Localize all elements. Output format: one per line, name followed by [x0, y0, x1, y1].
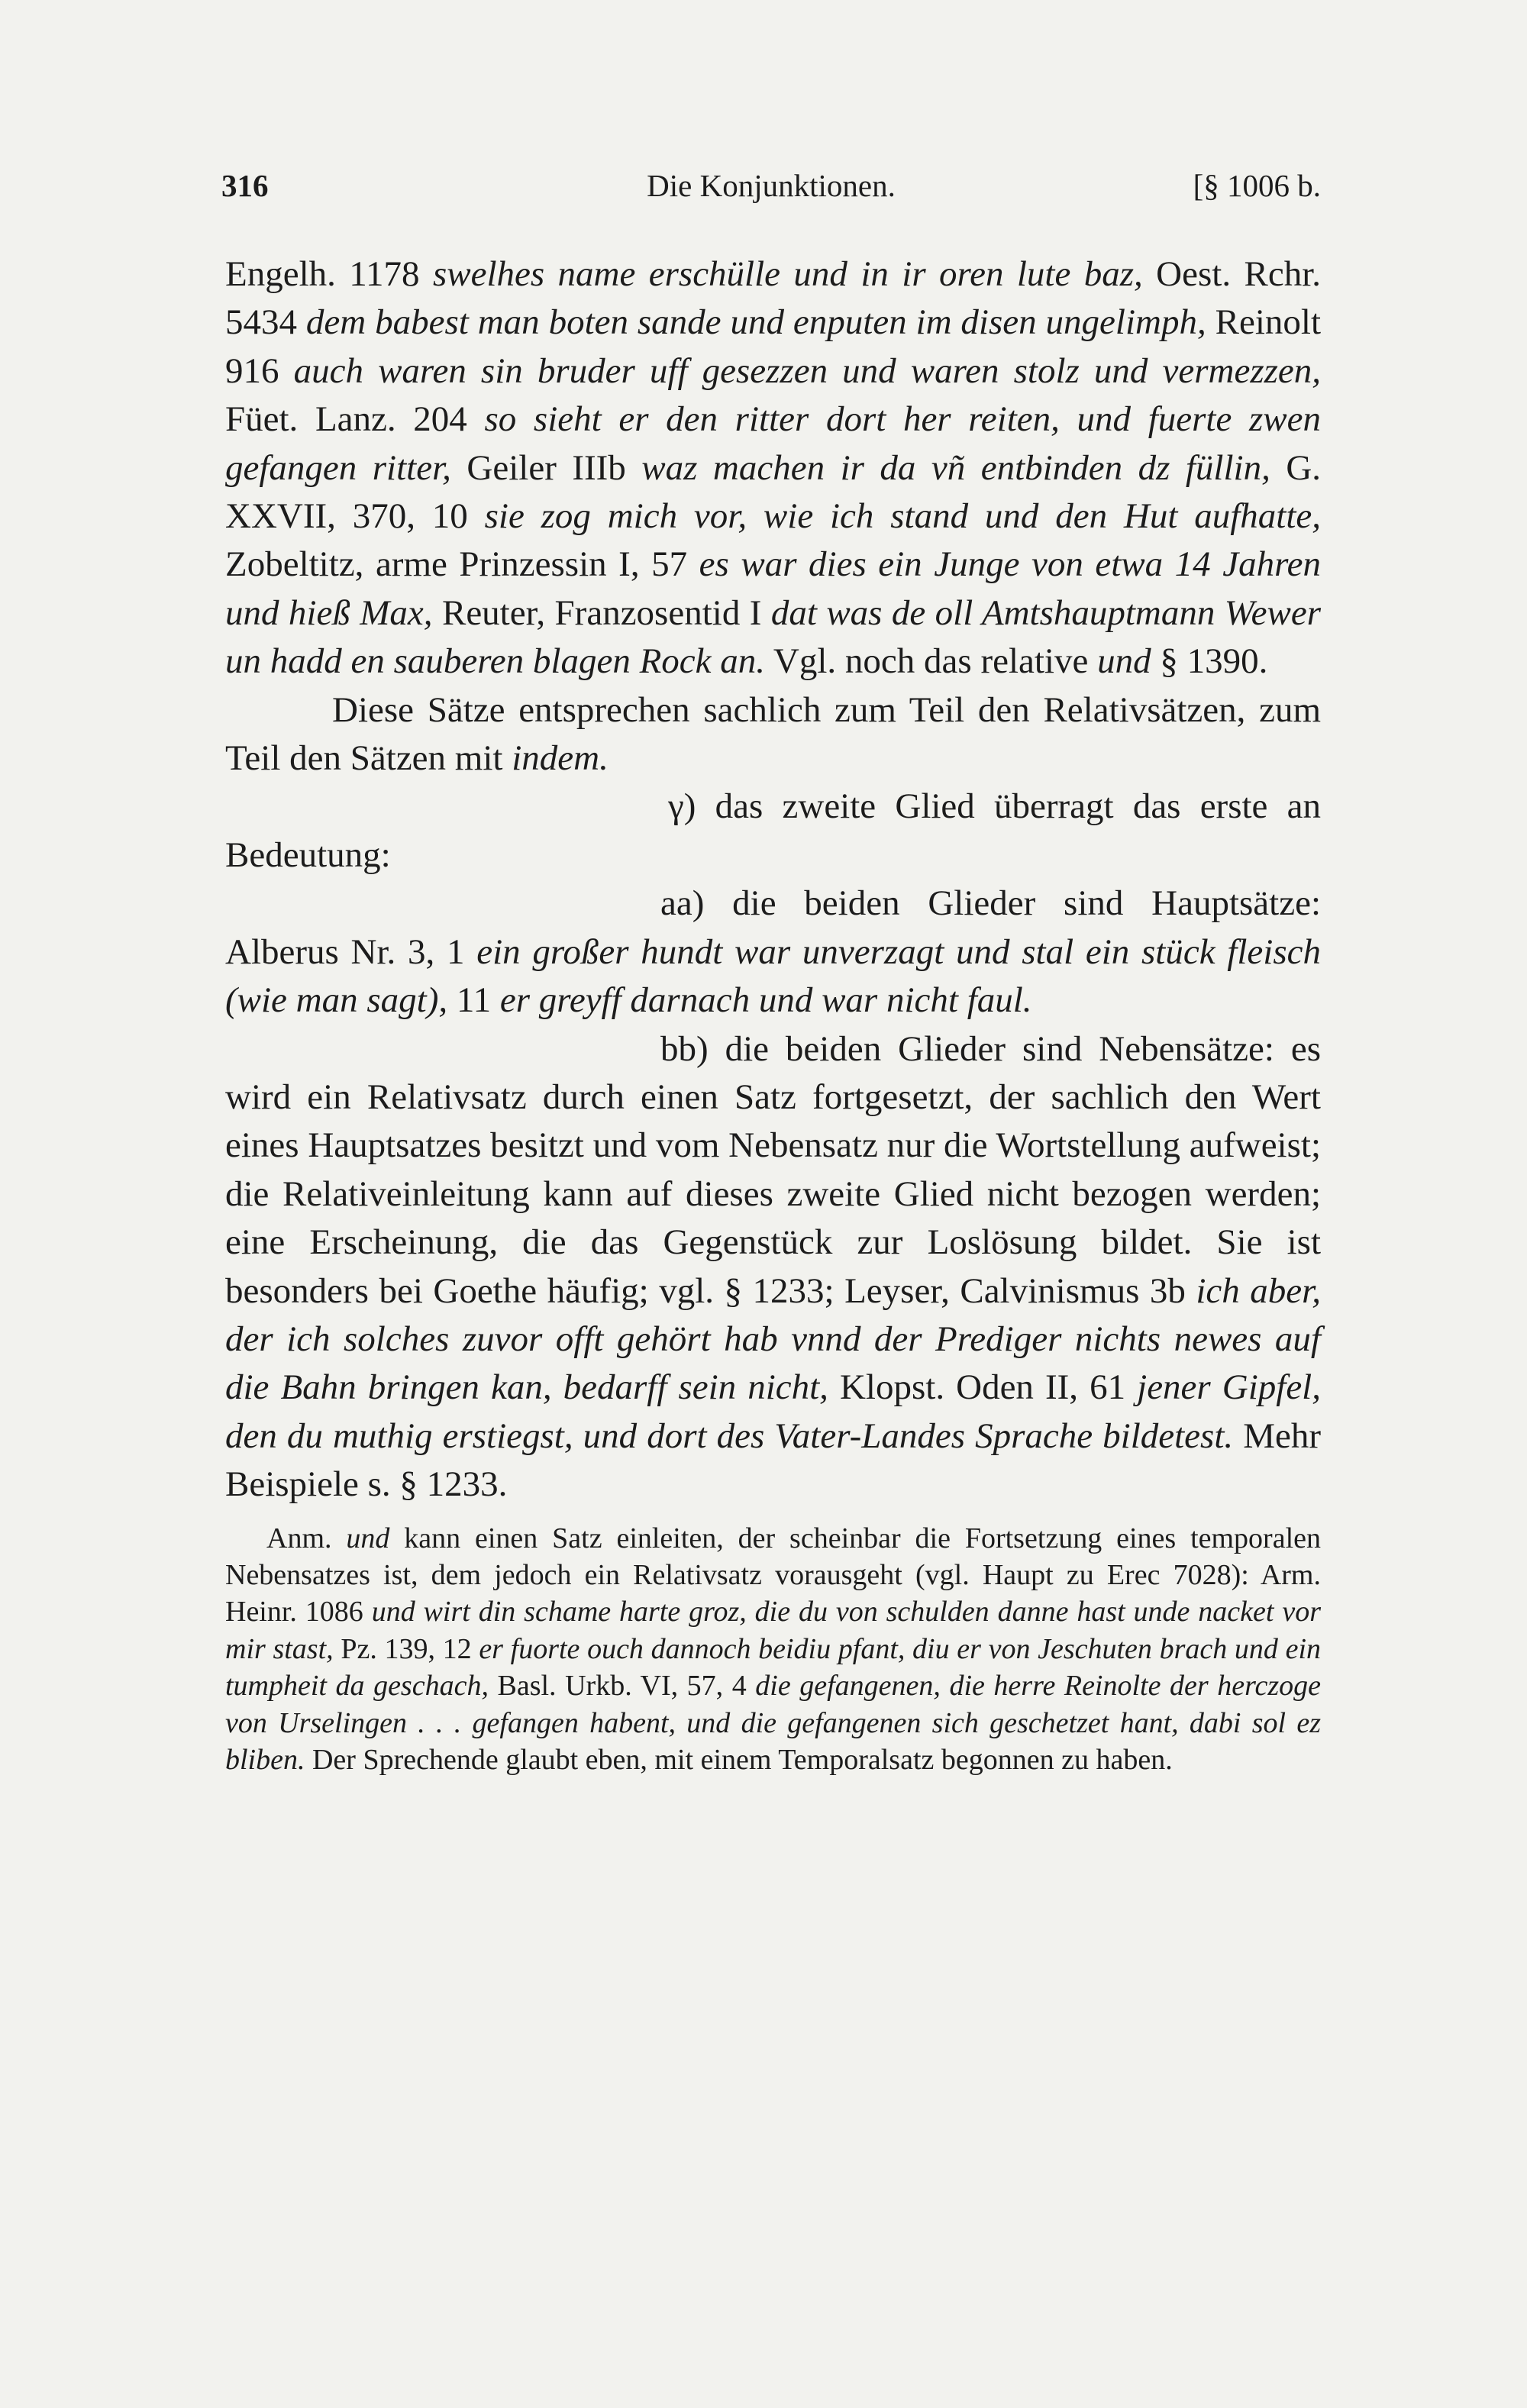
annotation-note: Anm. und kann einen Satz einleiten, der scheinbar die Fortsetzung eines temporalen Nebensatzes ist, dem jedoch ein Relativsatz vorausgeht (vgl. Haupt zu Erec 7028): Arm. Heinr. 1086 und wirt din schame harte groz, die du von schulden danne hast unde nacket vor mir stast, Pz. 139, 12 er fuorte ouch dannoch beidiu pfant, diu er von Jeschuten brach und ein tumpheit da geschach, Basl. Urkb. VI, 57, 4 die gefangenen, die herre Reinolte der herczoge von Urselingen . . . gefangen habent, und die gefangenen sich geschetzet hant, dabi sol ez bliben. Der Sprechende glaubt eben, mit einem Temporalsatz begonnen zu haben. [225, 1522, 1321, 1776]
paragraph-examples: Engelh. 1178 swelhes name erschülle und in ir oren lute baz, Oest. Rchr. 5434 dem babest man boten sande und enputen im disen ungelimph, Reinolt 916 auch waren sin bruder uff gesezzen und waren stolz und vermezzen, Füet. Lanz. 204 so sieht er den ritter dort her reiten, und fuerte zwen gefangen ritter, Geiler IIIb waz machen ir da vñ entbinden dz füllin, G. XXVII, 370, 10 sie zog mich vor, wie ich stand und den Hut aufhatte, Zobeltitz, arme Prinzessin I, 57 es war dies ein Junge von etwa 14 Jahren und hieß Max, Reuter, Franzosentid I dat was de oll Amtshauptmann Wewer un hadd en sauberen blagen Rock an. Vgl. noch das relative und § 1390. [225, 254, 1322, 682]
section-reference: [§ 1006 b. [1193, 168, 1321, 203]
running-head [221, 163, 1321, 208]
paragraph-relative-note: Diese Sätze entsprechen sachlich zum Teil den Relativsätzen, zum Teil den Sätzen mit indem. [225, 689, 1321, 779]
paragraph-bb: bb) die beiden Glieder sind Nebensätze: es wird ein Relativsatz durch einen Satz fortgesetzt, der sachlich den Wert eines Hauptsatzes besitzt und vom Nebensatz nur die Wortstellung aufweist; die Relativeinleitung kann auf dieses zweite Glied nicht bezogen werden; eine Erscheinung, die das Gegenstück zur Loslösung bildet. Sie ist besonders bei Goethe häufig; vgl. § 1233; Leyser, Calvinismus 3b ich aber, der ich solches zuvor offt gehört hab vnnd der Prediger nichts newes auf die Bahn bringen kan, bedarff sein nicht, Klopst. Oden II, 61 jener Gipfel, den du muthig erstiegst, und dort des Vater-Landes Sprache bildetest. Mehr Beispiele s. § 1233. [225, 1028, 1322, 1505]
paragraph-gamma-heading: γ) das zweite Glied überragt das erste an Bedeutung: [225, 786, 1321, 875]
paragraph-aa: aa) die beiden Glieder sind Hauptsätze: Alberus Nr. 3, 1 ein großer hundt war unverzagt und stal ein stück fleisch (wie man sagt), 11 er greyff darnach und war nicht faul. [225, 883, 1321, 1021]
body-text [225, 250, 1321, 1778]
chapter-title: Die Konjunktionen. [647, 168, 896, 203]
page-number: 316 [221, 168, 269, 203]
